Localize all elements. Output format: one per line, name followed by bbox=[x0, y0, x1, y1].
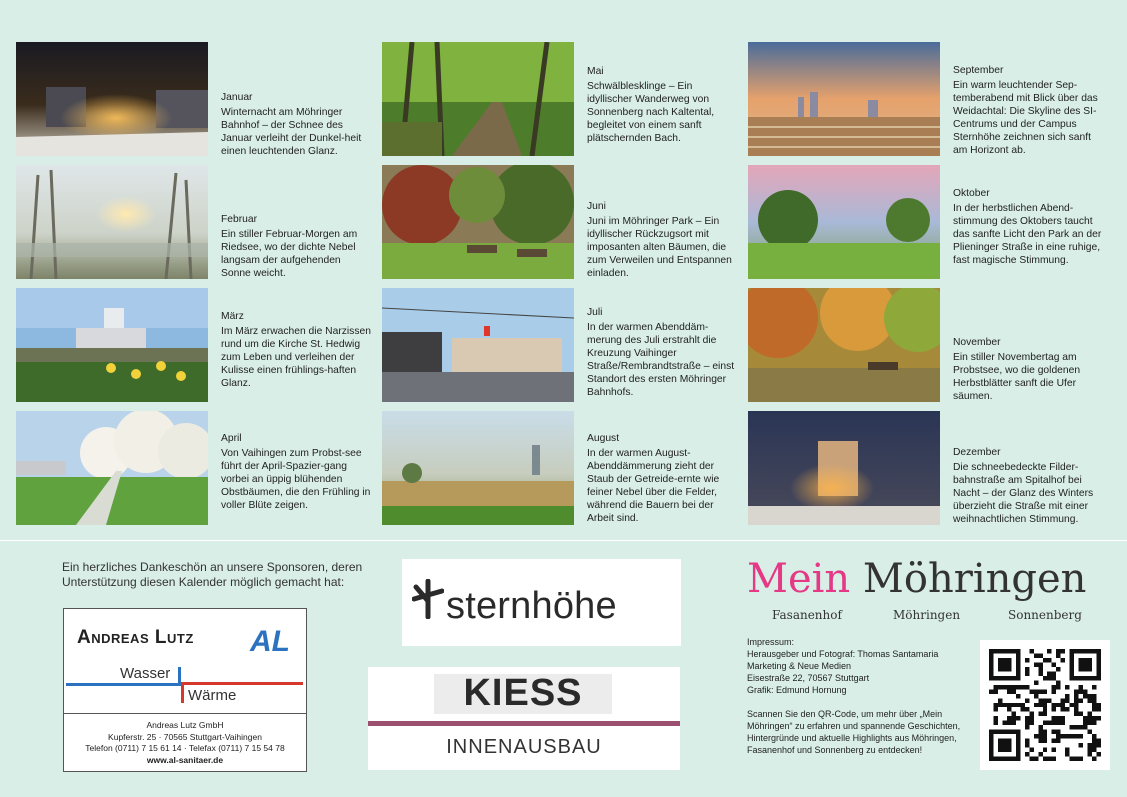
photo-mai bbox=[382, 42, 574, 156]
month-description: In der warmen August-Abenddämmerung zieht der Staub der Getreide-ernte wie feiner Nebel über die Felder, während die Bauern bei der Arbeit sind. bbox=[587, 448, 720, 524]
month-description: Winternacht am Möhringer Bahnhof – der Schnee des Januar verleiht der Dunkel-heit einen leuchtenden Glanz. bbox=[221, 107, 362, 157]
sponsor-thanks: Ein herzliches Dankeschön an unsere Sponsoren, deren Unterstützung diesen Kalender möglich gemacht hat: bbox=[62, 560, 363, 589]
lutz-waerme: Wärme bbox=[188, 687, 237, 704]
sternhoehe-logo: sternhöhe bbox=[446, 585, 617, 627]
month-description: Ein warm leuchtender Sep-temberabend mit Blick über das Weidachtal: Die Skyline des SI-Centrums und der Campus Sternhöhe zeichnen sich sanft am Horizont ab. bbox=[953, 80, 1098, 156]
district-fasanenhof: Fasanenhof bbox=[772, 608, 842, 622]
lutz-street: Kupferstr. 25 · 70565 Stuttgart-Vaihingen bbox=[108, 731, 262, 742]
qr-hint: Scannen Sie den QR-Code, um mehr über „Mein Möhringen“ zu erfahren und spannende Geschichten, Hintergründe und aktuelle Highlights aus Möhringen, Fasanenhof und Sonnenberg zu entdecken! bbox=[747, 709, 961, 755]
impressum-line: Grafik: Edmund Hornung bbox=[747, 685, 847, 695]
kiess-logo: KIESS bbox=[463, 672, 583, 714]
lutz-separator bbox=[64, 713, 306, 714]
impressum-line: Herausgeber und Fotograf: Thomas Santamaria bbox=[747, 649, 939, 659]
sternhoehe-star-icon bbox=[412, 579, 444, 619]
photo-august bbox=[382, 411, 574, 525]
month-label: April bbox=[221, 433, 242, 444]
lutz-website: www.al-sanitaer.de bbox=[146, 754, 224, 765]
caption-august bbox=[587, 432, 737, 525]
sponsor-lutz-ad bbox=[63, 608, 307, 772]
month-label: August bbox=[587, 433, 620, 444]
photo-april bbox=[16, 411, 208, 525]
caption-dezember bbox=[953, 446, 1103, 526]
photo-januar bbox=[16, 42, 208, 156]
caption-juli bbox=[587, 306, 737, 399]
month-label: Juli bbox=[587, 307, 603, 318]
photo-februar bbox=[16, 165, 208, 279]
caption-februar bbox=[221, 213, 371, 280]
photo-november bbox=[748, 288, 940, 402]
kiess-subtitle: INNENAUSBAU bbox=[446, 736, 602, 758]
month-description: Juni im Möhringer Park – Ein idyllischer Rückzugsort mit imposanten alten Bäumen, die zum Verweilen und Entspannen einladen. bbox=[587, 216, 732, 279]
red-line-vertical bbox=[181, 685, 184, 703]
month-label: Januar bbox=[221, 92, 253, 103]
photo-dezember bbox=[748, 411, 940, 525]
impressum bbox=[747, 636, 967, 756]
impressum-line: Marketing & Neue Medien bbox=[747, 661, 852, 671]
caption-januar bbox=[221, 91, 371, 158]
caption-september bbox=[953, 64, 1103, 157]
photo-oktober bbox=[748, 165, 940, 279]
red-line bbox=[181, 682, 303, 685]
photo-juni bbox=[382, 165, 574, 279]
month-description: Die schneebedeckte Filder-bahnstraße am Spitalhof bei Nacht – der Glanz des Winters überzieht die Straße mit einer weihnachtlichen Stimmung. bbox=[953, 462, 1094, 525]
lutz-company: Andreas Lutz GmbH bbox=[146, 720, 224, 730]
mein-moehringen-logo bbox=[747, 556, 1086, 602]
month-label: Juni bbox=[587, 201, 606, 212]
district-moehringen: Möhringen bbox=[893, 608, 961, 622]
sponsor-sternhoehe-ad bbox=[402, 559, 681, 646]
month-label: März bbox=[221, 311, 244, 322]
sponsor-kiess-ad bbox=[368, 667, 680, 770]
caption-maerz bbox=[221, 310, 371, 390]
month-label: September bbox=[953, 65, 1004, 76]
photo-september bbox=[748, 42, 940, 156]
lutz-wasser: Wasser bbox=[120, 665, 171, 682]
logo-moehringen: Möhringen bbox=[862, 556, 1087, 602]
qr-code[interactable] bbox=[980, 640, 1110, 770]
lutz-logo-icon: AL bbox=[250, 625, 290, 658]
caption-mai bbox=[587, 65, 737, 145]
logo-mein: Mein bbox=[747, 556, 851, 602]
caption-juni bbox=[587, 200, 737, 280]
lutz-name: Andreas Lutz bbox=[77, 627, 194, 648]
month-description: In der herbstlichen Abend-stimmung des Oktobers taucht das sanfte Licht den Park an der Plieninger Straße in eine ruhige, fast magische Stimmung. bbox=[953, 203, 1102, 266]
photo-juli bbox=[382, 288, 574, 402]
month-description: Von Vaihingen zum Probst-see führt der April-Spazier-gang vorbei an üppig blühenden Obstbäumen, die den Frühling in voller Blüte zeigen. bbox=[221, 448, 371, 511]
lutz-phone: Telefon (0711) 7 15 61 14 · Telefax (0711) 7 15 54 78 bbox=[85, 743, 285, 753]
district-sonnenberg: Sonnenberg bbox=[1008, 608, 1082, 622]
month-description: In der warmen Abenddäm-merung des Juli erstrahlt die Kreuzung Vaihinger Straße/Rembrandtstraße – einst Standort des ersten Möhringer Bahnhofs. bbox=[587, 322, 735, 398]
caption-april bbox=[221, 432, 371, 512]
impressum-title: Impressum: bbox=[747, 637, 795, 647]
month-description: Ein stiller Novembertag am Probstsee, wo die goldenen Herbstblätter sanft die Ufer säumen. bbox=[953, 352, 1081, 402]
month-label: November bbox=[953, 337, 1001, 348]
kiess-bar bbox=[368, 721, 680, 726]
lutz-address bbox=[64, 720, 306, 766]
caption-november bbox=[953, 336, 1103, 403]
month-description: Schwälblesklinge – Ein idyllischer Wanderweg von Sonnenberg nach Kaltental, begleitet von einem sanft plätschernden Bach. bbox=[587, 81, 715, 144]
month-label: Februar bbox=[221, 214, 258, 225]
divider bbox=[0, 540, 1127, 541]
qr-code-icon bbox=[989, 649, 1101, 761]
month-description: Im März erwachen die Narzissen rund um die Kirche St. Hedwig zum Leben und verleihen der Kulisse einen frühlings-haften Glanz. bbox=[221, 326, 371, 389]
blue-line bbox=[66, 683, 181, 686]
photo-maerz bbox=[16, 288, 208, 402]
caption-oktober bbox=[953, 187, 1103, 267]
month-label: Mai bbox=[587, 66, 604, 77]
month-label: Oktober bbox=[953, 188, 990, 199]
month-description: Ein stiller Februar-Morgen am Riedsee, wo der dichte Nebel langsam der aufgehenden Sonne weicht. bbox=[221, 229, 358, 279]
month-label: Dezember bbox=[953, 447, 1001, 458]
impressum-line: Eisestraße 22, 70567 Stuttgart bbox=[747, 673, 870, 683]
